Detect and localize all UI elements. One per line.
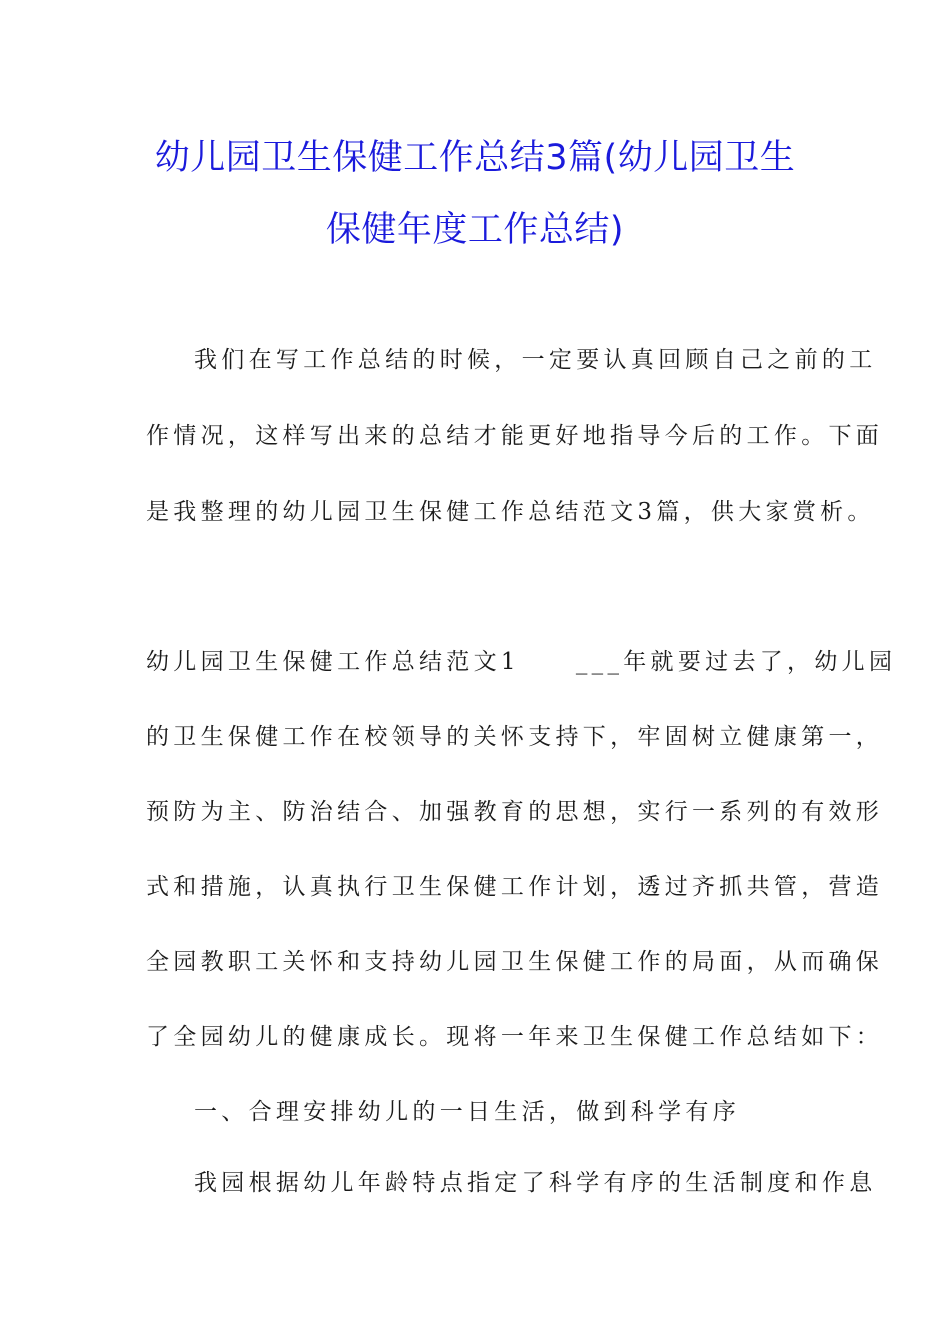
essay1-first-line-rest: ___年就要过去了，幼儿园 bbox=[575, 649, 897, 675]
essay1-line-4: 式和措施，认真执行卫生保健工作计划，透过齐抓共管，营造 bbox=[146, 874, 884, 900]
intro-line-3: 是我整理的幼儿园卫生保健工作总结范文3篇，供大家赏析。 bbox=[146, 499, 875, 525]
essay1-first-line bbox=[146, 647, 897, 677]
essay1-line-5: 全园教职工关怀和支持幼儿园卫生保健工作的局面，从而确保 bbox=[146, 949, 884, 975]
document-title-line-1: 幼儿园卫生保健工作总结3篇(幼儿园卫生 bbox=[154, 138, 796, 178]
essay1-line-6: 了全园幼儿的健康成长。现将一年来卫生保健工作总结如下： bbox=[146, 1024, 884, 1050]
intro-line-1: 我们在写工作总结的时候，一定要认真回顾自己之前的工 bbox=[194, 347, 877, 373]
essay1-line-2: 的卫生保健工作在校领导的关怀支持下，牢固树立健康第一， bbox=[146, 724, 884, 750]
document-title-line-2: 保健年度工作总结) bbox=[325, 210, 625, 250]
essay1-heading: 幼儿园卫生保健工作总结范文1 bbox=[146, 649, 520, 675]
section1-heading: 一、合理安排幼儿的一日生活，做到科学有序 bbox=[194, 1099, 740, 1125]
section1-line-1: 我园根据幼儿年龄特点指定了科学有序的生活制度和作息 bbox=[194, 1170, 877, 1196]
essay1-line-3: 预防为主、防治结合、加强教育的思想，实行一系列的有效形 bbox=[146, 799, 884, 825]
intro-line-2: 作情况，这样写出来的总结才能更好地指导今后的工作。下面 bbox=[146, 423, 884, 449]
